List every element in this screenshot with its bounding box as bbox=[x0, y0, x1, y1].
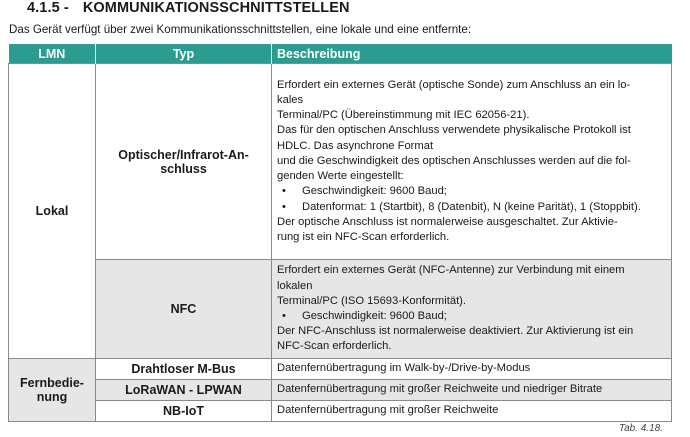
desc-line: Erfordert ein externes Gerät (NFC-Antenne) zur Verbindung mit einem bbox=[277, 264, 625, 277]
desc-line: Terminal/PC (Übereinstimmung mit IEC 62056-21). bbox=[277, 109, 530, 122]
communication-interfaces-table bbox=[8, 44, 672, 422]
bullet-item bbox=[277, 200, 667, 215]
type-optical-line-2: schluss bbox=[160, 161, 207, 176]
desc-nfc bbox=[272, 260, 672, 359]
type-lorawan: LoRaWAN - LPWAN bbox=[96, 380, 272, 401]
lmn-fern-line-1: Fernbedie- bbox=[20, 376, 84, 390]
desc-line: Der optische Anschluss ist normalerweise ausgeschaltet. Zur Aktivie- bbox=[277, 215, 618, 228]
bullet-icon: • bbox=[282, 185, 286, 198]
bullet-item bbox=[277, 309, 667, 324]
type-nfc: NFC bbox=[96, 260, 272, 359]
desc-line: rung ist ein NFC-Scan erforderlich. bbox=[277, 230, 450, 243]
type-optical-line-1: Optischer/Infrarot-An- bbox=[118, 147, 249, 162]
desc-line: Das für den optischen Anschluss verwendete physikalische Protokoll ist bbox=[277, 124, 631, 137]
section-heading bbox=[27, 0, 350, 16]
lmn-fernbedienung bbox=[9, 359, 96, 422]
bullet-item bbox=[277, 184, 667, 199]
desc-line: genden Werte eingestellt: bbox=[277, 170, 404, 183]
table-row-nbiot bbox=[9, 401, 672, 422]
table-reference: Tab. 4.18. bbox=[618, 423, 663, 434]
section-title: KOMMUNIKATIONSSCHNITTSTELLEN bbox=[82, 0, 350, 16]
lmn-lokal: Lokal bbox=[9, 64, 96, 359]
desc-lorawan: Datenfernübertragung mit großer Reichweite und niedriger Bitrate bbox=[272, 380, 672, 401]
type-optical bbox=[96, 64, 272, 260]
type-nbiot: NB-IoT bbox=[96, 401, 272, 422]
lmn-fern-line-2: nung bbox=[36, 390, 68, 404]
bullet-icon: • bbox=[282, 310, 286, 322]
bullet-icon: • bbox=[282, 200, 286, 213]
section-number: 4.1.5 - bbox=[27, 0, 69, 16]
intro-paragraph: Das Gerät verfügt über zwei Kommunikationsschnittstellen, eine lokale und eine entfernte: bbox=[9, 23, 472, 36]
type-mbus: Drahtloser M-Bus bbox=[96, 359, 272, 380]
table-row-optical bbox=[9, 64, 672, 260]
bullet-text: Geschwindigkeit: 9600 Baud; bbox=[302, 310, 447, 322]
desc-line: kales bbox=[277, 94, 304, 107]
table-row-lorawan bbox=[9, 380, 672, 401]
desc-line: Erfordert ein externes Gerät (optische Sonde) zum Anschluss an ein lo- bbox=[277, 78, 631, 91]
header-lmn: LMN bbox=[9, 44, 96, 64]
table-row-nfc bbox=[9, 260, 672, 359]
desc-line: lokalen bbox=[277, 279, 313, 292]
bullet-text: Geschwindigkeit: 9600 Baud; bbox=[302, 185, 447, 198]
desc-mbus: Datenfernübertragung im Walk-by-/Drive-by-Modus bbox=[272, 359, 672, 380]
desc-optical bbox=[272, 64, 672, 260]
desc-line: NFC-Scan erforderlich. bbox=[277, 340, 392, 353]
desc-nbiot: Datenfernübertragung mit großer Reichweite bbox=[272, 401, 672, 422]
table-row-mbus bbox=[9, 359, 672, 380]
desc-line: und die Geschwindigkeit des optischen Anschlusses werden auf die fol- bbox=[277, 154, 631, 167]
bullet-text: Datenformat: 1 (Startbit), 8 (Datenbit), N (keine Parität), 1 (Stoppbit). bbox=[302, 200, 641, 213]
header-beschreibung: Beschreibung bbox=[272, 44, 672, 64]
desc-line: Terminal/PC (ISO 15693-Konformität). bbox=[277, 294, 467, 307]
table-header-row bbox=[9, 44, 672, 64]
desc-line: Der NFC-Anschluss ist normalerweise deaktiviert. Zur Aktivierung ist ein bbox=[277, 325, 634, 338]
desc-line: HDLC. Das asynchrone Format bbox=[277, 139, 434, 152]
header-typ: Typ bbox=[96, 44, 272, 64]
